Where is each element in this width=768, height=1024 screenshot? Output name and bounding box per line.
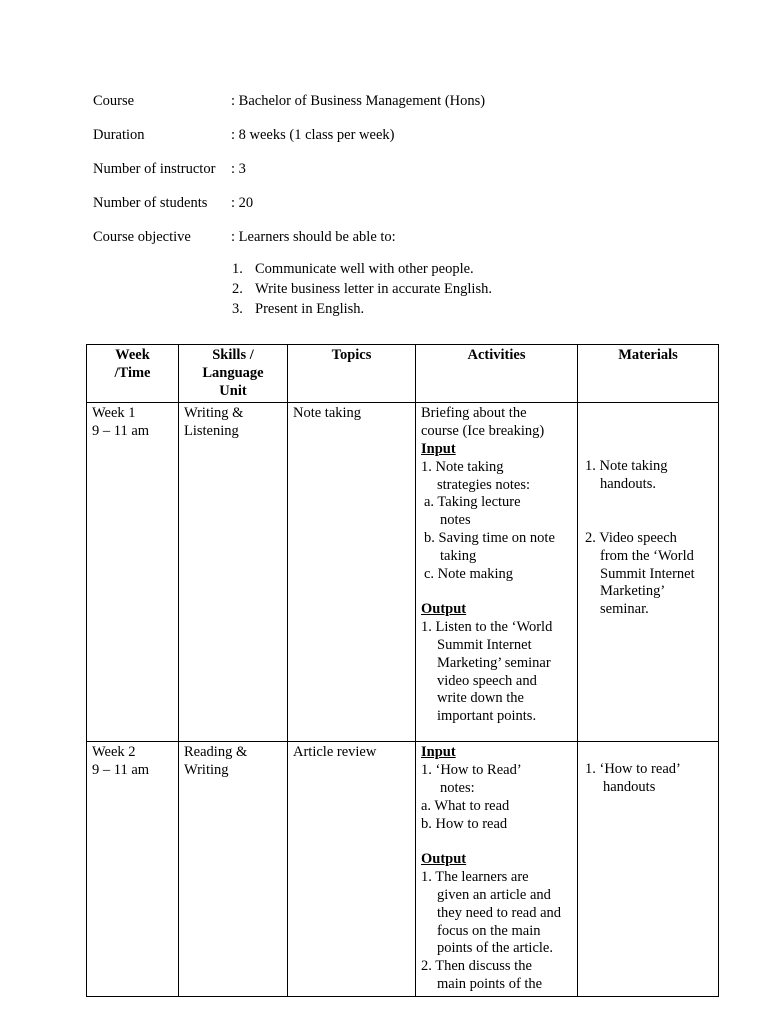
header-text: Unit	[219, 382, 247, 399]
input-heading: Input	[421, 744, 456, 761]
activity-line: they need to read and	[437, 904, 562, 921]
time-label: 9 – 11 am	[92, 423, 150, 440]
material-line: from the ‘World	[600, 547, 694, 564]
activity-line: 1. Note taking	[421, 458, 504, 475]
activity-line: notes:	[440, 779, 475, 796]
spacer	[583, 744, 713, 761]
activity-line: a. What to read	[421, 797, 510, 814]
header-topics	[288, 345, 416, 403]
activity-line: course (Ice breaking)	[421, 423, 545, 440]
info-label: Course	[93, 93, 135, 109]
skills-text: Listening	[184, 423, 239, 440]
spacer	[583, 405, 713, 458]
week-cell	[87, 403, 179, 742]
materials-cell	[578, 742, 719, 996]
info-value: : 8 weeks (1 class per week)	[231, 127, 395, 143]
header-week	[87, 345, 179, 403]
topic-text: Article review	[293, 744, 377, 761]
activity-line: given an article and	[437, 886, 551, 903]
info-label: Course objective	[93, 229, 191, 245]
output-heading: Output	[421, 601, 467, 618]
material-line: handouts.	[600, 476, 656, 493]
activity-line: 1. Listen to the ‘World	[421, 619, 553, 636]
activity-line: a. Taking lecture	[424, 494, 521, 511]
activity-line: taking	[440, 547, 477, 564]
header-text: Language	[202, 364, 264, 381]
objective-item	[232, 260, 492, 280]
week-label: Week 1	[92, 405, 136, 422]
header-skills	[179, 345, 288, 403]
activities-cell	[416, 742, 578, 996]
activity-line: Summit Internet	[437, 636, 532, 653]
time-label: 9 – 11 am	[92, 762, 150, 779]
activity-line: c. Note making	[424, 565, 513, 582]
spacer	[583, 494, 713, 530]
skills-text: Reading &	[184, 744, 248, 761]
objective-number: 2.	[232, 281, 243, 297]
output-heading: Output	[421, 851, 467, 868]
material-line: handouts	[603, 779, 656, 796]
info-label: Number of students	[93, 195, 208, 211]
week-label: Week 2	[92, 744, 136, 761]
header-text: Activities	[467, 347, 526, 363]
spacer	[421, 583, 572, 601]
header-text: Week	[115, 347, 150, 363]
info-value: : 3	[231, 161, 246, 177]
activity-line: notes	[440, 512, 471, 529]
lesson-plan-table	[86, 344, 719, 997]
info-value: : Bachelor of Business Management (Hons)	[231, 93, 486, 109]
activity-line: video speech and	[437, 672, 537, 689]
activity-line: strategies notes:	[437, 476, 531, 493]
header-text: /Time	[114, 364, 151, 381]
spacer	[421, 833, 572, 851]
skills-text: Writing &	[184, 405, 244, 422]
skills-cell	[179, 403, 288, 742]
activity-line: 1. The learners are	[421, 869, 529, 886]
activity-line: important points.	[437, 708, 537, 725]
topic-cell	[288, 403, 416, 742]
header-text: Skills /	[212, 347, 254, 363]
material-line: Summit Internet	[600, 565, 695, 582]
objective-number: 3.	[232, 301, 243, 317]
header-text: Materials	[618, 347, 678, 363]
skills-cell	[179, 742, 288, 996]
input-heading: Input	[421, 440, 456, 457]
header-materials	[578, 345, 719, 403]
header-activities	[416, 345, 578, 403]
info-label: Duration	[93, 127, 145, 143]
info-value: : Learners should be able to:	[231, 229, 396, 245]
material-line: seminar.	[600, 601, 649, 618]
skills-text: Writing	[184, 762, 229, 779]
activity-line: Marketing’ seminar	[437, 654, 551, 671]
activity-line: 1. ‘How to Read’	[421, 762, 522, 779]
material-line: Marketing’	[600, 583, 666, 600]
header-text: Topics	[331, 347, 372, 363]
topic-text: Note taking	[293, 405, 362, 422]
activity-line: b. How to read	[421, 815, 508, 832]
material-line: 2. Video speech	[585, 529, 677, 546]
table-header-row	[87, 345, 719, 403]
topic-cell	[288, 742, 416, 996]
objective-number: 1.	[232, 261, 243, 277]
activity-line: 2. Then discuss the	[421, 958, 532, 975]
material-line: 1. Note taking	[585, 458, 668, 475]
activity-line: Briefing about the	[421, 405, 527, 422]
objectives-list	[232, 260, 492, 320]
info-label: Number of instructor	[93, 161, 216, 177]
objective-text: Present in English.	[255, 301, 365, 317]
table-row	[87, 742, 719, 996]
material-line: 1. ‘How to read’	[585, 761, 681, 778]
activity-line: points of the article.	[437, 940, 553, 957]
info-value: : 20	[231, 195, 254, 211]
objective-item	[232, 300, 492, 320]
activities-cell	[416, 403, 578, 742]
activity-line: focus on the main	[437, 922, 541, 939]
week-cell	[87, 742, 179, 996]
objective-text: Write business letter in accurate English.	[255, 281, 492, 297]
table-row	[87, 403, 719, 742]
activity-line: main points of the	[437, 975, 543, 992]
activity-line: write down the	[437, 690, 524, 707]
materials-cell	[578, 403, 719, 742]
objective-text: Communicate well with other people.	[255, 261, 474, 277]
objective-item	[232, 280, 492, 300]
activity-line: b. Saving time on note	[424, 529, 555, 546]
